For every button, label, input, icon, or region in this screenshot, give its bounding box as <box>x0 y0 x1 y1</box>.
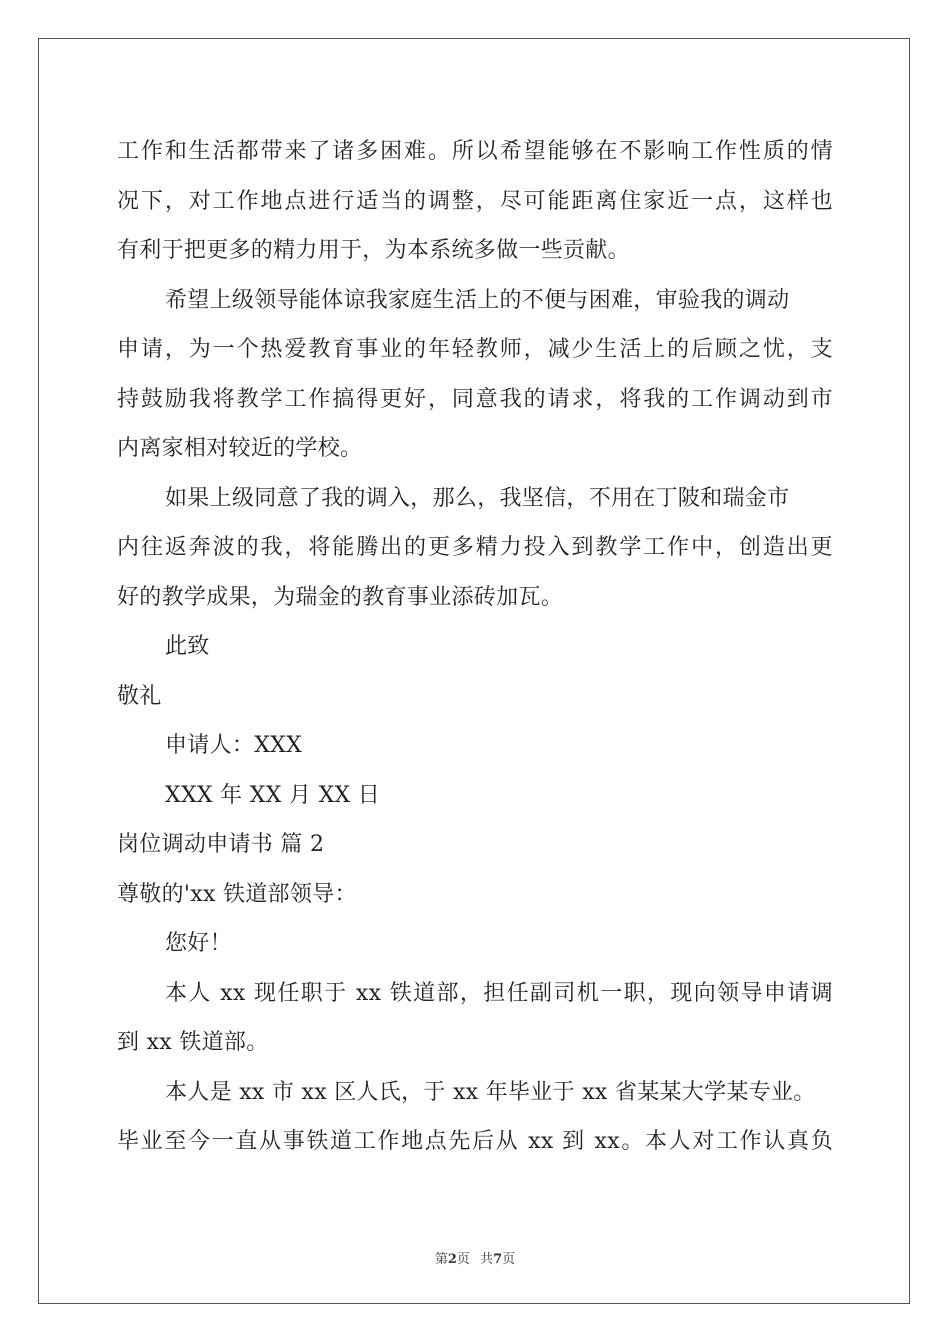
text-line: 持鼓励我将教学工作搞得更好，同意我的请求，将我的工作调动到市 <box>117 386 833 412</box>
text-line: 有利于把更多的精力用于，为本系统多做一些贡献。 <box>117 238 630 263</box>
text-line: 内往返奔波的我，将能腾出的更多精力投入到教学工作中，创造出更 <box>117 535 833 560</box>
text-line: 内离家相对较近的学校。 <box>117 436 363 461</box>
letter-greeting: 尊敬的'xx 铁道部领导： <box>117 881 357 907</box>
document-body <box>117 127 837 1167</box>
text-line: 工作和生活都带来了诸多困难。所以希望能够在不影响工作性质的情 <box>117 139 833 164</box>
text-line: 毕业至今一直从事铁道工作地点先后从 xx 到 xx。本人对工作认真负 <box>117 1129 833 1154</box>
page-footer <box>0 1248 950 1267</box>
closing-salutation: 此致 <box>165 634 210 659</box>
page-total: 共7页 <box>480 1252 516 1267</box>
text-line: 本人 xx 现任职于 xx 铁道部，担任副司机一职，现向领导申请调 <box>165 980 833 1006</box>
text-line: 希望上级领导能体谅我家庭生活上的不便与困难，审验我的调动 <box>165 287 790 313</box>
page-number: 第2页 <box>434 1252 470 1267</box>
text-line: 本人是 xx 市 xx 区人氏，于 xx 年毕业于 xx 省某某大学某专业。 <box>165 1079 816 1105</box>
signature-date: XXX 年 XX 月 XX 日 <box>165 782 381 808</box>
text-line: 到 xx 铁道部。 <box>117 1030 269 1055</box>
applicant-signature: 申请人：XXX <box>165 733 303 758</box>
text-line: 您好！ <box>165 931 232 956</box>
text-line: 好的教学成果，为瑞金的教育事业添砖加瓦。 <box>117 584 564 610</box>
closing-regards: 敬礼 <box>117 683 162 709</box>
text-line: 况下，对工作地点进行适当的调整，尽可能距离住家近一点，这样也 <box>117 188 833 214</box>
text-line: 申请，为一个热爱教育事业的年轻教师，减少生活上的后顾之忧，支 <box>117 337 833 362</box>
text-line: 如果上级同意了我的调入，那么，我坚信，不用在丁陂和瑞金市 <box>165 485 790 511</box>
section-heading: 岗位调动申请书 篇 2 <box>117 832 325 857</box>
